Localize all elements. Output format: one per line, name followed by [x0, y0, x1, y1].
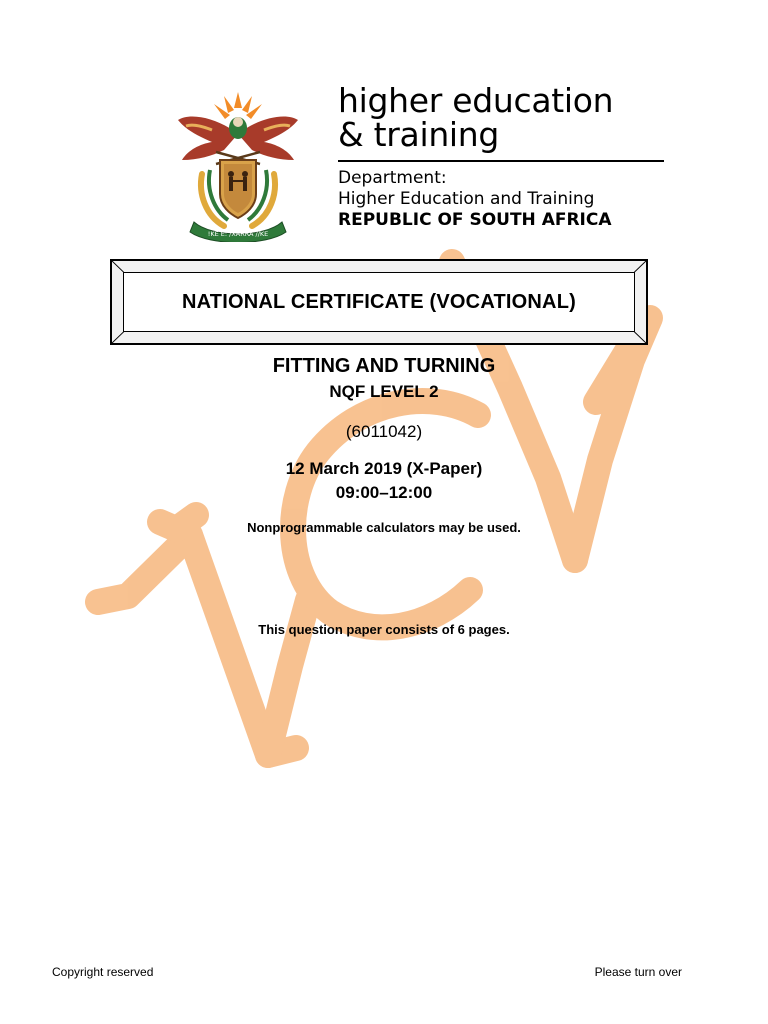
dept-title-line1: higher education	[338, 81, 614, 120]
dept-divider	[338, 160, 664, 162]
footer-turn-over: Please turn over	[594, 965, 682, 979]
coat-of-arms-icon	[172, 90, 304, 242]
subject-title: FITTING AND TURNING	[272, 355, 496, 377]
dept-subtitle-line2: Higher Education and Training	[338, 189, 595, 209]
dept-country: REPUBLIC OF SOUTH AFRICA	[338, 210, 612, 230]
dept-title-line2: & training	[338, 115, 500, 154]
nqf-level: NQF LEVEL 2	[329, 382, 439, 401]
certificate-title: NATIONAL CERTIFICATE (VOCATIONAL)	[182, 290, 576, 313]
footer-copyright: Copyright reserved	[52, 965, 154, 979]
certificate-frame	[110, 259, 648, 345]
exam-date: 12 March 2019 (X-Paper)	[285, 459, 483, 478]
pages-note: This question paper consists of 6 pages.	[258, 622, 510, 637]
dept-subtitle-line1: Department:	[338, 168, 447, 188]
crest-motto: !KE E: /XARRA //KE	[207, 230, 269, 238]
department-logo	[338, 81, 668, 231]
calculator-note: Nonprogrammable calculators may be used.	[247, 520, 521, 535]
certificate-inner	[123, 272, 635, 332]
subject-code: (6011042)	[345, 422, 423, 441]
exam-time: 09:00–12:00	[335, 483, 433, 502]
